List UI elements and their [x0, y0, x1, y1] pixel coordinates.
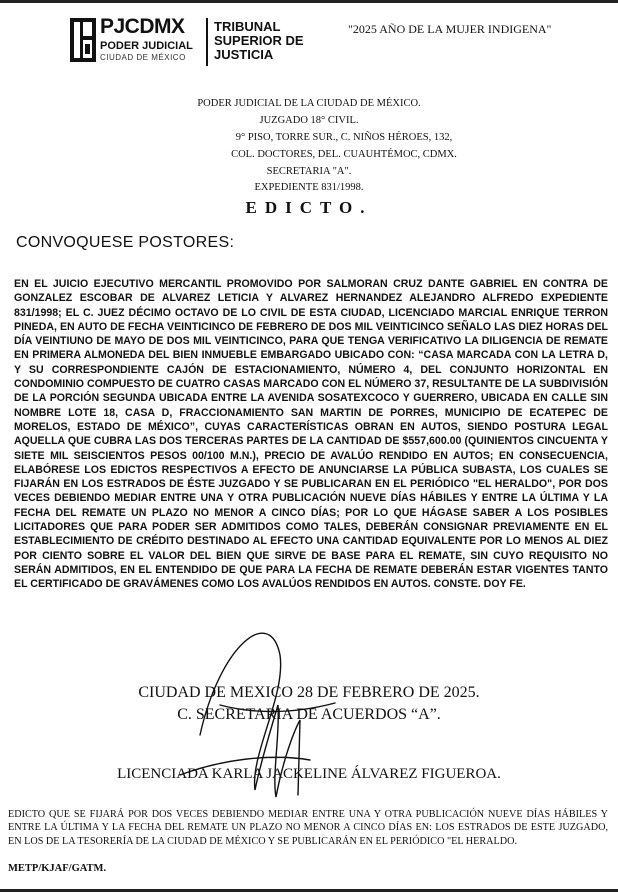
edict-body: EN EL JUICIO EJECUTIVO MERCANTIL PROMOVIDO POR SALMORAN CRUZ DANTE GABRIEL EN CONTRA DE GONZALEZ ESCOBAR DE ALVAREZ LETICIA Y ALVAREZ HERNANDEZ ALEJANDRO ALFREDO EXPEDIENTE 831/1998; EL C. JUEZ DÉCIMO OCTAVO DE LO CIVIL DE ESTA CIUDAD, LICENCIADO MARCIAL ENRIQUE TERRON PINEDA, EN AUTO DE FECHA VEINTICINCO DE FEBRERO DE DOS MIL VEINTICINCO SEÑALO LAS DIEZ HORAS DEL DÍA VEINTIUNO DE MAYO DE DOS MIL VEINTICINCO, PARA QUE TENGA VERIFICATIVO LA DILIGENCIA DE REMATE EN PRIMERA ALMONEDA DEL BIEN INMUEBLE EMBARGADO UBICADO CON: “CASA MARCADA CON LA LETRA D, Y SU CORRESPONDIENTE CAJÓN DE ESTACIONAMIENTO, NÚMERO 4, DEL CONJUNTO HORIZONTAL EN CONDOMINIO COMPUESTO DE CUATRO CASAS MARCADO CON EL NÚMERO 37, RESULTANTE DE LA SUBDIVISIÓN DE LA PORCIÓN SEGUNDA UBICADA ENTRE LA AVENIDA SOSATEXCOCO Y GUERRERO, UBICADA EN CALLE SIN NOMBRE LOTE 18, CASA D, FRACCIONAMIENTO SAN MARTIN DE PORRES, MUNICIPIO DE ECATEPEC DE MORELOS, ESTADO DE MÉXICO”, CUYAS CARACTERÍSTICAS OBRAN EN AUTOS, SIENDO POSTURA LEGAL AQUELLA QUE CUBRA LAS DOS TERCERAS PARTES DE LA CANTIDAD DE $557,600.00 (QUINIENTOS CINCUENTA Y SIETE MIL SEISCIENTOS PESOS 00/100 M.N.), PRECIO DE AVALÚO RENDIDO EN AUTOS; EN CONSECUENCIA, ELABÓRESE LOS EDICTOS RESPECTIVOS A EFECTO DE ANUNCIARSE LA PÚBLICA SUBASTA, LOS CUALES SE FIJARÁN EN LOS ESTRADOS DE ÉSTE JUZGADO Y SE PUBLICARAN EN EL PERIÓDICO "EL HERALDO", POR DOS VECES DEBIENDO MEDIAR ENTRE UNA Y OTRA PUBLICACIÓN NUEVE DÍAS HÁBILES Y ENTRE LA ÚLTIMA Y LA FECHA DEL REMATE UN PLAZO NO MENOR A CINCO DÍAS; POR LO QUE HÁGASE SABER A LOS POSIBLES LICITADORES QUE PARA PODER SER ADMITIDOS COMO TALES, DEBERÁN CONSIGNAR PREVIAMENTE EN EL ESTABLECIMIENTO DE CRÉDITO DESTINADO AL EFECTO UNA CANTIDAD EQUIVALENTE POR LO MENOS AL DIEZ POR CIENTO SOBRE EL VALOR DEL BIEN QUE SIRVE DE BASE PARA EL REMATE, SIN CUYO REQUISITO NO SERÁN ADMITIDOS, EN EL ENTENDIDO DE QUE PARA LA FECHA DE REMATE DEBERÁN ESTAR VIGENTES TANTO EL CERTIFICADO DE GRAVÁMENES COMO LOS AVALÚOS RENDIDOS EN AUTOS. CONSTE. DOY FE.	[14, 278, 608, 591]
tribunal-line-2: SUPERIOR DE	[214, 33, 304, 48]
heading: CONVOQUESE POSTORES:	[16, 234, 235, 251]
tribunal-name	[214, 20, 304, 62]
secretary-title: C. SECRETARIA DE ACUERDOS “A”.	[177, 706, 441, 723]
publication-note: EDICTO QUE SE FIJARÁ POR DOS VECES DEBIENDO MEDIAR ENTRE UNA Y OTRA PUBLICACIÓN NUEVE DÍAS HÁBILES Y ENTRE LA ÚLTIMA Y LA FECHA DEL REMATE UN PLAZO NO MENOR A CINCO DÍAS EN: LOS ESTRADOS DE ESTE JUZGADO, EN LOS DE LA TESORERÍA DE LA CIUDAD DE MÉXICO Y SE PUBLICARÁN EN EL PERIÓDICO "EL HERALDO.	[8, 809, 608, 847]
secretaria-label: SECRETARIA "A".	[266, 166, 352, 177]
expediente-number: EXPEDIENTE 831/1998.	[254, 182, 364, 193]
logo-divider	[206, 18, 208, 66]
signatory-name: LICENCIADA KARLA JACKELINE ÁLVAREZ FIGUEROA.	[117, 766, 501, 782]
initials: METP/KJAF/GATM.	[8, 863, 107, 874]
court-name: PODER JUDICIAL DE LA CIUDAD DE MÉXICO.	[197, 98, 421, 109]
tribunal-line-1: TRIBUNAL	[214, 19, 281, 34]
place-and-date: CIUDAD DE MEXICO 28 DE FEBRERO DE 2025.	[138, 684, 480, 701]
logo-subtitle: PODER JUDICIAL	[100, 40, 193, 52]
document-title: EDICTO.	[245, 198, 373, 217]
logo-city: CIUDAD DE MÉXICO	[100, 53, 186, 62]
year-motto: "2025 AÑO DE LA MUJER INDIGENA"	[348, 22, 552, 36]
scan-border-top	[0, 0, 618, 3]
tribunal-line-3: JUSTICIA	[214, 47, 274, 62]
court-address-1: 9° PISO, TORRE SUR., C. NIÑOS HÉROES, 132,	[235, 132, 453, 143]
court-address-2: COL. DOCTORES, DEL. CUAUHTÉMOC, CDMX.	[231, 149, 457, 160]
logo-title: PJCDMX	[100, 15, 185, 38]
pjcdmx-logo	[68, 16, 208, 68]
pjcdmx-emblem-icon	[70, 18, 96, 62]
court-number: JUZGADO 18° CIVIL.	[259, 115, 359, 126]
